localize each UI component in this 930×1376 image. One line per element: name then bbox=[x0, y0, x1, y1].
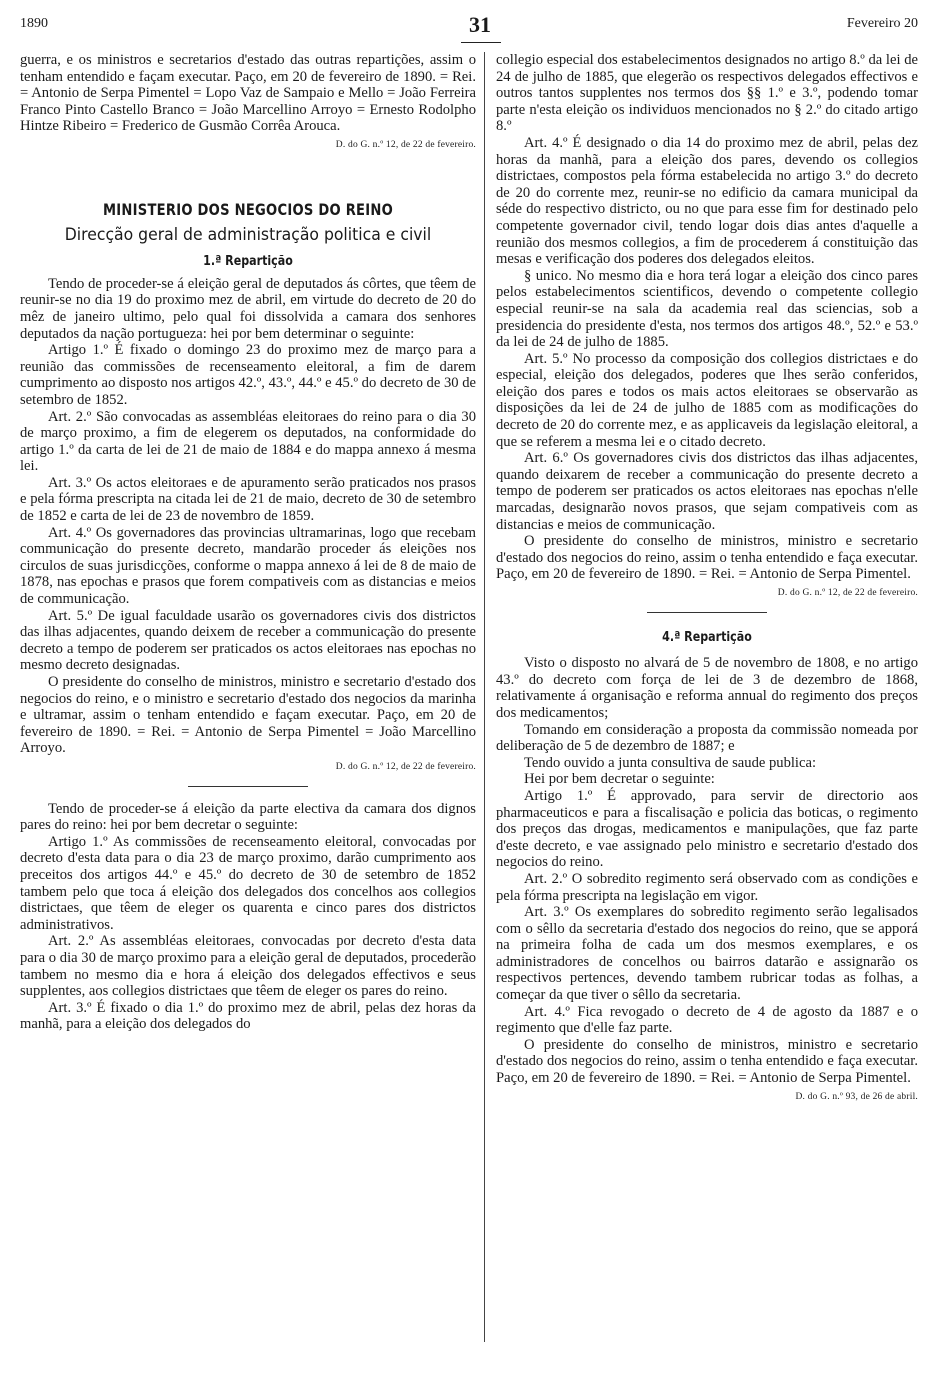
article-1: Artigo 1.º As commissões de recenseamento eleitoral, convocadas por decreto d'esta data para o dia 23 de março proximo, darão cumprimento aos preceitos dos artigos 44.º e 45.º do decreto de 30 de setembro de 1852 tambem pelo que toca á eleição dos delegados dos concelhos aos collegios districtaes, que têem de eleger os quarenta e cinco pares dos districtos administrativos. bbox=[20, 833, 476, 933]
repartition-title: 4.ª Repartição bbox=[662, 628, 752, 645]
article-2: Art. 2.º O sobredito regimento será observado com as condições e pela fórma prescripta na legislação em vigor. bbox=[496, 870, 918, 904]
header-year: 1890 bbox=[20, 16, 48, 31]
preamble-hei: Hei por bem decretar o seguinte: bbox=[524, 771, 715, 788]
repartition-title: 1.ª Repartição bbox=[203, 253, 293, 270]
right-column bbox=[496, 52, 918, 1105]
article-6: Art. 6.º Os governadores civis dos districtos das ilhas adjacentes, quando deixarem de receber a communicação do presente decreto a tempo de poderem ser praticados os actos eleitoraes nas epochas n'elle marcadas, designarão novos prasos, que sejam compativeis com as distancias e meios de communicação. bbox=[496, 450, 918, 533]
article-3: Art. 3.º Os actos eleitoraes e de apuramento serão praticados nos prasos e pela fórma prescripta na citada lei de 21 de maio, decreto de 30 de setembro de 1852 e carta de lei de 23 de novembro de 1859. bbox=[20, 474, 476, 525]
citation: D. do G. n.º 93, de 26 de abril. bbox=[795, 1091, 918, 1102]
left-column bbox=[20, 52, 476, 1033]
article-1: Artigo 1.º É fixado o domingo 23 do proximo mez de março para a reunião das commissões de recenseamento eleitoral, a fim de darem cumprimento ao disposto nos artigos 42.º, 43.º, 44.º e 45.º do decreto de 30 de setembro de 1852. bbox=[20, 342, 476, 408]
decree-intro: Tendo de proceder-se á eleição da parte electiva da camara dos dignos pares do reino: hei por bem decretar o seguinte: bbox=[20, 800, 476, 834]
article-2: Art. 2.º As assembléas eleitoraes, convocadas por decreto d'esta data para o dia 30 de março proximo para a eleição geral de deputados, procederão tambem no mesmo dia e hora á eleição dos delegados effectivos e seus supplentes, aos collegios districtaes que têem de eleger os pares do reino. bbox=[20, 933, 476, 1000]
direction-title: Direcção geral de administração politica e civil bbox=[64, 225, 432, 246]
article-continuation: collegio especial dos estabelecimentos designados no artigo 8.º da lei de 24 de julho de 1885, que elegerão os respectivos delegados effectivos e outros tantos supplentes nos termos dos §§ 1.º e 3.º, podendo tomar parte n'esta eleição os individuos mencionados no § 2.º do citado artigo 8.º bbox=[496, 52, 918, 135]
paragraph-unico: § unico. No mesmo dia e hora terá logar a eleição dos cinco pares pelos estabelecimentos scientificos, devendo o competente collegio especial reunir-se na sala da academia real das sciencias, sob a presidencia do presidente d'esta, nos termos dos artigos 48.º, 52.º e 53.º da lei de 24 de julho de 1885. bbox=[496, 267, 918, 351]
article-2: Art. 2.º São convocadas as assembléas eleitoraes do reino para o dia 30 de março proximo, a fim de elegerem os deputados, na conformidade do artigo 1.º da carta de lei de 21 de maio de 1884 e do mappa annexo á mesma lei. bbox=[20, 408, 476, 475]
article-4: Art. 4.º Fica revogado o decreto de 4 de agosto da 1887 e o regimento que d'elle faz parte. bbox=[496, 1003, 918, 1037]
preamble-tomando: Tomando em consideração a proposta da commissão nomeada por deliberação de 5 de dezembro de 1887; e bbox=[496, 721, 918, 755]
decree-closing: O presidente do conselho de ministros, ministro e secretario d'estado dos negocios do reino, assim o tenha entendido e faça executar. Paço, em 20 de fevereiro de 1890. = Rei. = Antonio de Serpa Pimentel. bbox=[496, 533, 918, 583]
article-5: Art. 5.º De igual faculdade usarão os governadores civis dos districtos das ilhas adjacentes, quando deixem de receber a communicação do presente decreto a tempo de poderem ser praticados os actos eleitoraes nas epochas no mesmo decreto designadas. bbox=[20, 607, 476, 674]
column-divider bbox=[484, 52, 485, 1342]
decree-closing-paragraph: guerra, e os ministros e secretarios d'estado das outras repartições, assim o tenham entendido e façam executar. Paço, em 20 de fevereiro de 1890. = Rei. = Antonio de Serpa Pimentel = Lopo Vaz de Sampaio e Mello = João Ferreira Franco Pinto Castello Branco = João Marcellino Arroyo = Ernesto Rodolpho Hintze Ribeiro = Frederico de Gusmão Corrêa Arouca. bbox=[20, 52, 476, 135]
header-date: Fevereiro 20 bbox=[846, 16, 918, 31]
ministry-title: MINISTERIO DOS NEGOCIOS DO REINO bbox=[102, 199, 394, 219]
preamble-visto: Visto o disposto no alvará de 5 de novembro de 1808, e no artigo 43.º do decreto com força de lei de 3 de dezembro de 1868, relativamente á organisação e reforma annual do regimento dos preços dos medicamentos; bbox=[496, 655, 918, 721]
page-number: 31 bbox=[469, 12, 491, 37]
decree-closing: O presidente do conselho de ministros, ministro e secretario d'estado dos negocios do reino, e o ministro e secretario d'estado dos negocios da marinha e ultramar, assim o tenham entendido e façam executar. Paço, em 20 de fevereiro de 1890. = Rei. = Antonio de Serpa Pimentel = João Marcellino Arroyo. bbox=[20, 674, 476, 757]
preamble-tendo: Tendo ouvido a junta consultiva de saude publica: bbox=[524, 754, 816, 771]
article-5: Art. 5.º No processo da composição dos collegios districtaes e do especial, eleição dos delegados, poderes que lhes serão conferidos, eleição dos pares e todos os mais actos eleitoraes se observarão as disposições da lei de 24 de julho de 1885 com as modificações do decreto de 20 do corrente mez, e as applicaveis da legislação eleitoral, a que se referem a mesma lei e o citado decreto. bbox=[496, 350, 918, 450]
citation: D. do G. n.º 12, de 22 de fevereiro. bbox=[335, 139, 476, 150]
article-4: Art. 4.º É designado o dia 14 do proximo mez de abril, pelas dez horas da manhã, para a eleição dos pares, devendo os collegios districtaes, compostos pela fórma estabelecida no artigo 3.º do decreto de 20 do corrente mez, reunir-se no edificio da camara municipal da séde do respectivo districto, ou no que para esse fim for destinado pelo competente governador civil, tendo logar dois dias antes d'aquelle a reunião dos mesmos collegios, a fim de procederem á constituição das mesas e verificação dos poderes dos delegados eleitos. bbox=[496, 134, 918, 268]
article-4: Art. 4.º Os governadores das provincias ultramarinas, logo que recebam communicação do presente decreto, mandarão proceder ás eleições nos circulos de suas jurisdicções, conforme o mappa annexo á lei de 8 de maio de 1878, nas epochas e prasos que forem compativeis com as distancias e meios de communicação. bbox=[20, 524, 476, 608]
decree-intro: Tendo de proceder-se á eleição geral de deputados ás côrtes, que têem de reunir-se no dia 19 do proximo mez de abril, em virtude do decreto de 20 do mêz de janeiro ultimo, pelo qual foi dissolvida a camara dos senhores deputados da nação portugueza: hei por bem determinar o seguinte: bbox=[20, 275, 476, 342]
citation: D. do G. n.º 12, de 22 de fevereiro. bbox=[777, 588, 918, 598]
decree-closing: O presidente do conselho de ministros, ministro e secretario d'estado dos negocios do reino, assim o tenha entendido e faça executar. Paço, em 20 de fevereiro de 1890. = Rei. = Antonio de Serpa Pimentel. bbox=[496, 1036, 918, 1087]
page-header bbox=[20, 12, 918, 44]
article-1: Artigo 1.º É approvado, para servir de directorio aos pharmaceuticos e para a fiscalisação e policia das boticas, o regimento dos preços das drogas, medicamentos e manipulações, que faz parte d'este decreto, e vae assignado pelo ministro e secretario d'estado dos negocios do reino. bbox=[496, 787, 918, 871]
article-3: Art. 3.º Os exemplares do sobredito regimento serão legalisados com o sêllo da secretaria d'estado dos negocios do reino, que se apporá na primeira folha de cada um dos mesmos exemplares, e os administradores de concelhos ou bairros datarão e assignarão os respectivos pertences, devendo tambem rubricar todas as folhas, a começar da que tiver o sêllo da secretaria. bbox=[496, 904, 918, 1004]
article-3: Art. 3.º É fixado o dia 1.º do proximo mez de abril, pelas dez horas da manhã, para a eleição dos delegados do bbox=[20, 999, 476, 1033]
citation: D. do G. n.º 12, de 22 de fevereiro. bbox=[335, 761, 476, 772]
page-number-rule bbox=[461, 42, 501, 43]
